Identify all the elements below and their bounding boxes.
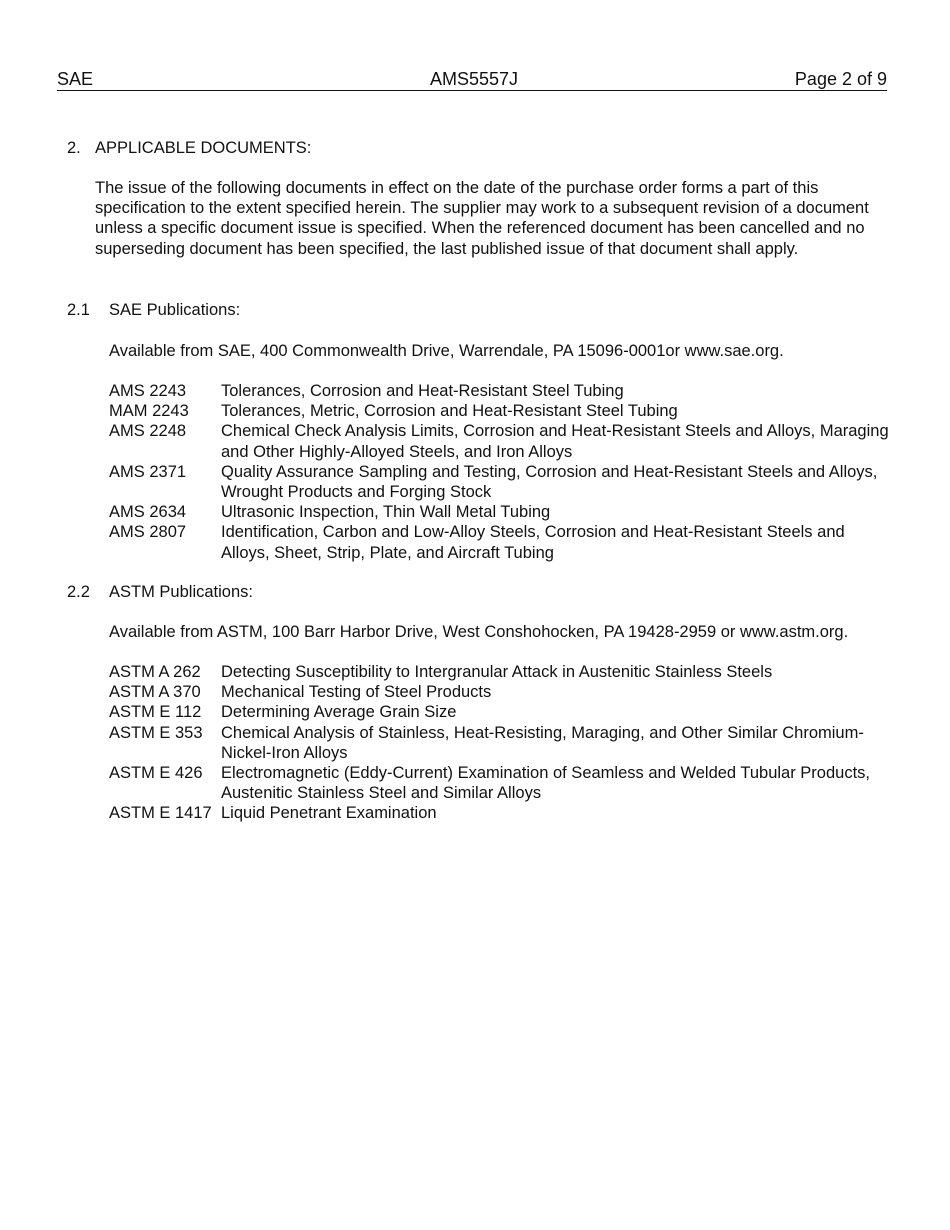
section-2-title: APPLICABLE DOCUMENTS: bbox=[95, 139, 312, 157]
list-item bbox=[109, 522, 889, 562]
ref-title: Quality Assurance Sampling and Testing, Corrosion and Heat-Resistant Steels and Alloys, Wrought Products and Forging Stock bbox=[221, 462, 878, 502]
ref-title: Mechanical Testing of Steel Products bbox=[221, 683, 492, 702]
astm-publications-list bbox=[109, 662, 889, 824]
ref-title: Identification, Carbon and Low-Alloy Steels, Corrosion and Heat-Resistant Steels and Alloys, Sheet, Strip, Plate, and Aircraft Tubing bbox=[221, 523, 845, 562]
ref-code: ASTM E 426 bbox=[109, 764, 203, 783]
section-2-1-title: SAE Publications: bbox=[109, 301, 241, 319]
ref-title: Tolerances, Metric, Corrosion and Heat-Resistant Steel Tubing bbox=[221, 402, 678, 421]
sae-publications-list bbox=[109, 381, 889, 563]
header-page-number: Page 2 of 9 bbox=[794, 69, 887, 89]
section-2-2-title: ASTM Publications: bbox=[109, 583, 253, 601]
list-item bbox=[109, 401, 889, 421]
ref-code: AMS 2807 bbox=[109, 523, 187, 542]
ref-code: ASTM E 353 bbox=[109, 723, 203, 742]
astm-availability: Available from ASTM, 100 Barr Harbor Drive, West Conshohocken, PA 19428-2959 or www.astm.org. bbox=[109, 623, 849, 641]
section-2-2-number: 2.2 bbox=[67, 583, 90, 601]
list-item bbox=[109, 421, 889, 461]
ref-code: MAM 2243 bbox=[109, 402, 189, 421]
ref-title: Electromagnetic (Eddy-Current) Examination of Seamless and Welded Tubular Products, Austenitic Stainless Steel and Similar Alloys bbox=[221, 764, 871, 803]
ref-title: Tolerances, Corrosion and Heat-Resistant Steel Tubing bbox=[221, 382, 624, 400]
section-2-paragraph: The issue of the following documents in effect on the date of the purchase order forms a part of this specification to the extent specified herein. The supplier may work to a subsequent revision of a document unless a specific document issue is specified. When the referenced document has been cancelled and no superseding document has been specified, the last published issue of that document shall apply. bbox=[95, 179, 869, 258]
list-item bbox=[109, 381, 889, 401]
list-item bbox=[109, 462, 889, 502]
header-doc-number: AMS5557J bbox=[430, 69, 519, 89]
list-item bbox=[109, 723, 889, 763]
sae-availability: Available from SAE, 400 Commonwealth Drive, Warrendale, PA 15096-0001or www.sae.org. bbox=[109, 342, 784, 360]
section-2-1-heading bbox=[67, 300, 240, 320]
list-item bbox=[109, 702, 889, 722]
list-item bbox=[109, 682, 889, 702]
ref-code: ASTM E 112 bbox=[109, 703, 202, 722]
ref-code: AMS 2634 bbox=[109, 503, 187, 522]
header-org: SAE bbox=[57, 69, 94, 89]
ref-title: Ultrasonic Inspection, Thin Wall Metal Tubing bbox=[221, 503, 551, 522]
ref-code: AMS 2243 bbox=[109, 382, 187, 400]
ref-title: Determining Average Grain Size bbox=[221, 703, 457, 722]
list-item bbox=[109, 502, 889, 522]
section-2-1-number: 2.1 bbox=[67, 301, 90, 319]
section-2-2-heading bbox=[67, 582, 253, 602]
list-item bbox=[109, 763, 889, 803]
ref-code: ASTM E 1417 bbox=[109, 804, 212, 823]
ref-title: Liquid Penetrant Examination bbox=[221, 804, 437, 823]
ref-code: ASTM A 262 bbox=[109, 663, 201, 681]
section-2-heading bbox=[67, 138, 311, 158]
ref-code: AMS 2371 bbox=[109, 462, 187, 481]
list-item bbox=[109, 803, 889, 823]
ref-title: Chemical Analysis of Stainless, Heat-Resisting, Maraging, and Other Similar Chromium-Nickel-Iron Alloys bbox=[221, 723, 864, 762]
section-2-number: 2. bbox=[67, 139, 81, 157]
ref-code: AMS 2248 bbox=[109, 422, 187, 441]
list-item bbox=[109, 662, 889, 682]
ref-code: ASTM A 370 bbox=[109, 683, 201, 702]
ref-title: Detecting Susceptibility to Intergranular Attack in Austenitic Stainless Steels bbox=[221, 663, 773, 681]
ref-title: Chemical Check Analysis Limits, Corrosion and Heat-Resistant Steels and Alloys, Maraging and Other Highly-Alloyed Steels, and Iron Alloys bbox=[221, 422, 889, 461]
page-header bbox=[57, 68, 887, 91]
